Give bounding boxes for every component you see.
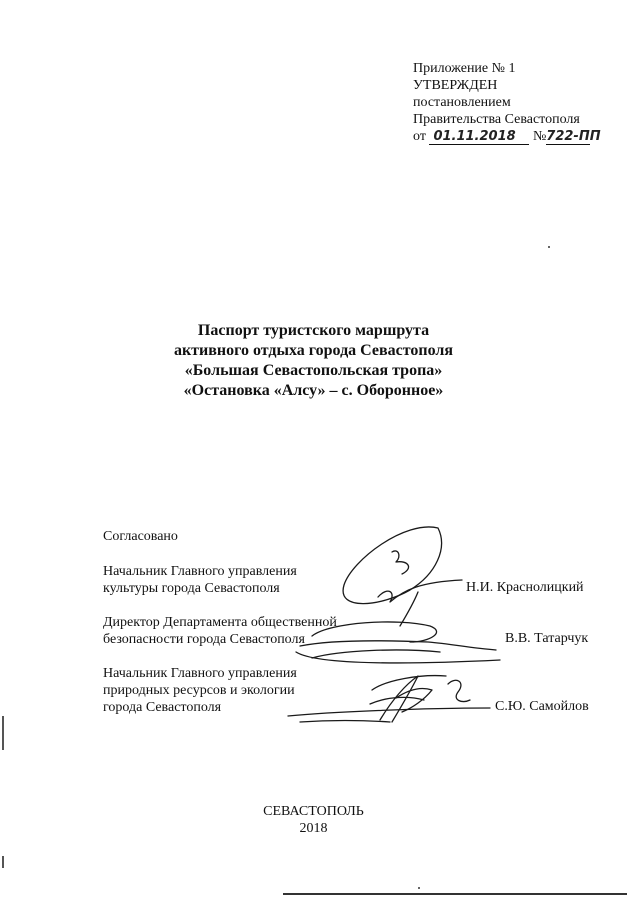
scan-margin-mark xyxy=(2,716,4,750)
appendix-label: Приложение № 1 xyxy=(413,61,516,76)
footer-city: СЕВАСТОПОЛЬ xyxy=(263,804,364,819)
resolution-number: 722-ПП xyxy=(546,129,601,144)
scan-dot-2 xyxy=(418,887,420,889)
title-line-2: активного отдыха города Севастополя xyxy=(173,342,454,359)
approval-stamp xyxy=(413,60,601,145)
agreed-label: Согласовано xyxy=(103,529,178,544)
title-line-3: «Большая Севастопольская тропа» xyxy=(184,362,443,379)
signatory-1-name: Н.И. Краснолицкий xyxy=(466,580,584,595)
footer-year: 2018 xyxy=(299,821,328,836)
signatory-1-position xyxy=(103,563,297,597)
resolution-date-line xyxy=(413,128,601,145)
signatory-1-line-2: культуры города Севастополя xyxy=(103,581,280,596)
document-title xyxy=(0,321,627,401)
signatory-3-line-1: Начальник Главного управления xyxy=(103,666,297,681)
signatory-3-line-3: города Севастополя xyxy=(103,700,222,715)
scan-margin-mark-2 xyxy=(2,856,4,868)
from-label: от xyxy=(413,129,426,144)
approved-label: УТВЕРЖДЕН xyxy=(413,78,498,93)
title-line-1: Паспорт туристского маршрута xyxy=(197,322,430,339)
signatory-2-line-1: Директор Департамента общественной xyxy=(103,615,337,630)
title-line-4: «Остановка «Алсу» – с. Оборонное» xyxy=(183,382,444,399)
signature-1 xyxy=(343,527,462,604)
scan-edge-line xyxy=(283,893,627,895)
resolution-label: постановлением xyxy=(413,95,511,110)
signatory-3-position xyxy=(103,665,297,716)
signatory-2-position xyxy=(103,614,337,648)
government-label: Правительства Севастополя xyxy=(413,112,580,127)
signatory-2-line-2: безопасности города Севастополя xyxy=(103,632,305,647)
signatory-3-name: С.Ю. Самойлов xyxy=(495,699,589,714)
signatory-1-line-1: Начальник Главного управления xyxy=(103,564,297,579)
signatory-3-line-2: природных ресурсов и экологии xyxy=(103,683,295,698)
signature-3 xyxy=(288,676,490,722)
document-footer xyxy=(0,803,627,837)
resolution-date: 01.11.2018 xyxy=(429,130,529,145)
scan-dot xyxy=(548,246,550,248)
number-label: № xyxy=(532,129,547,144)
signatory-2-name: В.В. Татарчук xyxy=(505,631,589,646)
